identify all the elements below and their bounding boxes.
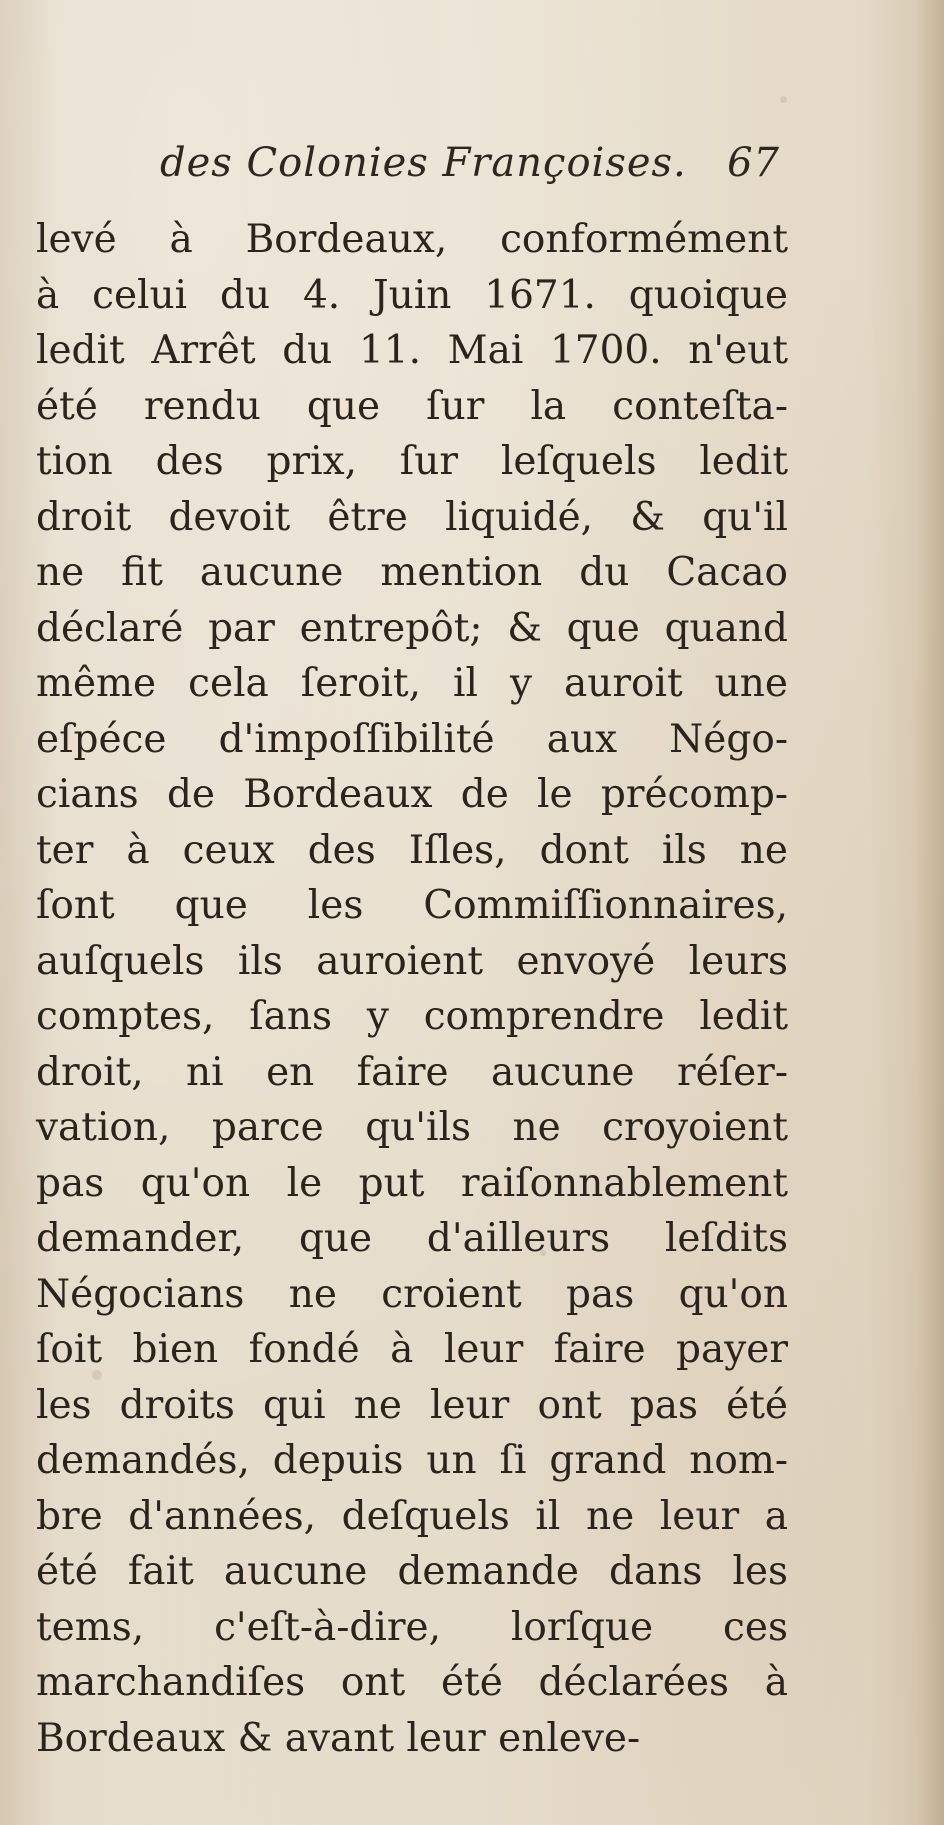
page-number: 67 bbox=[727, 140, 780, 186]
text-line: ne fit aucune mention du Cacao bbox=[36, 550, 788, 595]
text-line: marchandiſes ont été déclarées à bbox=[36, 1660, 788, 1705]
text-line: ledit Arrêt du 11. Mai 1700. n'eut bbox=[36, 328, 788, 373]
text-line: tems, c'eſt-à-dire, lorſque ces bbox=[36, 1604, 788, 1650]
foxing-spot bbox=[780, 96, 787, 103]
text-line: même cela ſeroit, il y auroit une bbox=[36, 661, 788, 706]
text-line: tion des prix, ſur leſquels ledit bbox=[36, 439, 788, 484]
text-line: été rendu que ſur la conteſta- bbox=[36, 383, 788, 429]
text-line: déclaré par entrepôt; & que quand bbox=[36, 605, 788, 651]
text-line: vation, parce qu'ils ne croyoient bbox=[36, 1105, 788, 1150]
page-edge-shadow bbox=[916, 0, 944, 1825]
text-line: droit, ni en faire aucune réſer- bbox=[36, 1049, 788, 1095]
text-line: droit devoit être liquidé, & qu'il bbox=[36, 494, 788, 540]
text-line: auſquels ils auroient envoyé leurs bbox=[36, 938, 788, 984]
text-line: cians de Bordeaux de le précomp- bbox=[36, 772, 788, 817]
text-line: bre d'années, deſquels il ne leur a bbox=[36, 1493, 788, 1539]
text-line: Bordeaux & avant leur enleve- bbox=[36, 1715, 641, 1761]
text-line: levé à Bordeaux, conformément bbox=[36, 217, 788, 262]
text-line: ſoit bien fondé à leur faire payer bbox=[36, 1327, 788, 1372]
text-line: comptes, ſans y comprendre ledit bbox=[36, 994, 788, 1039]
text-line: Négocians ne croient pas qu'on bbox=[36, 1271, 788, 1317]
body-text bbox=[36, 212, 788, 1766]
running-head bbox=[160, 140, 780, 200]
text-line: les droits qui ne leur ont pas été bbox=[36, 1382, 788, 1428]
text-line: demander, que d'ailleurs leſdits bbox=[36, 1216, 788, 1261]
text-line: demandés, depuis un ſi grand nom- bbox=[36, 1438, 788, 1483]
text-line: été fait aucune demande dans les bbox=[36, 1549, 788, 1594]
text-line: eſpéce d'impoſſibilité aux Négo- bbox=[36, 716, 788, 762]
text-line: à celui du 4. Juin 1671. quoique bbox=[36, 272, 788, 318]
text-line: ter à ceux des Iſles, dont ils ne bbox=[36, 827, 788, 873]
text-line: ſont que les Commiſſionnaires, bbox=[36, 883, 788, 928]
text-line: pas qu'on le put raiſonnablement bbox=[36, 1160, 788, 1206]
running-title: des Colonies Françoises. bbox=[160, 140, 687, 186]
